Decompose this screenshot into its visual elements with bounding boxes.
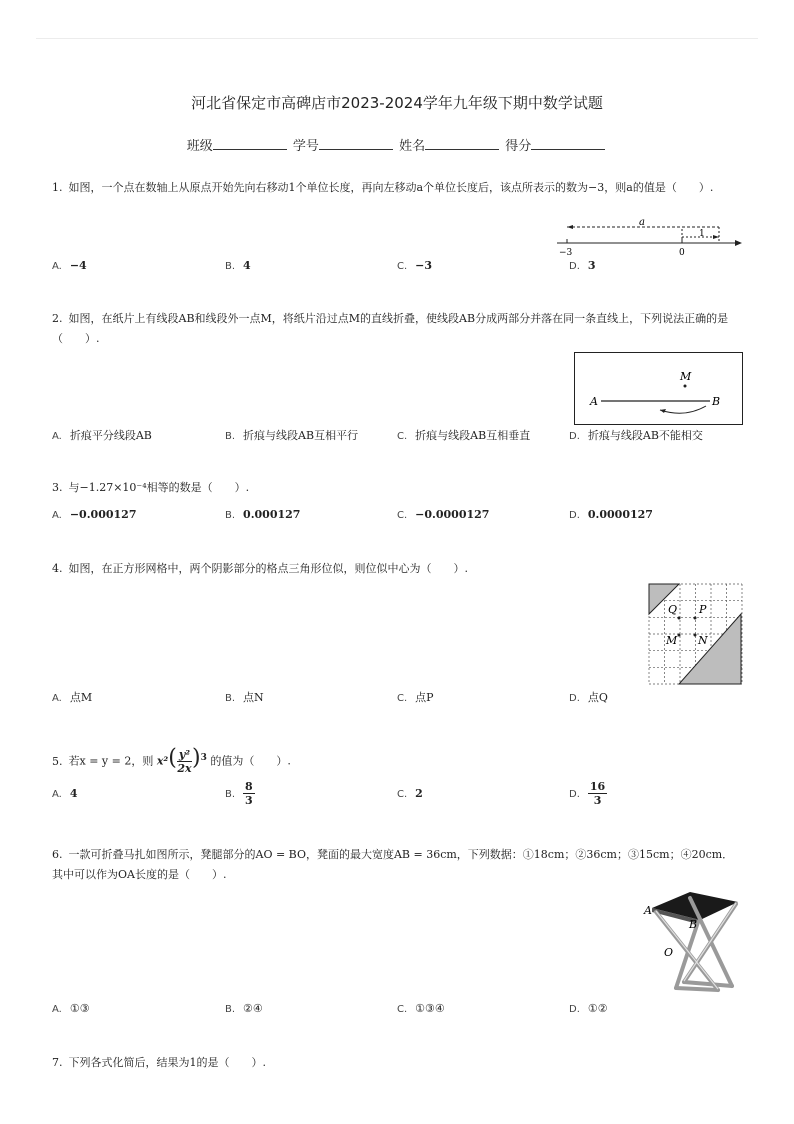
label-o: O	[664, 946, 674, 959]
option-value: 4	[243, 259, 251, 272]
question-6	[52, 845, 742, 885]
option-value: 0.000127	[243, 508, 301, 521]
option-value: 0.0000127	[587, 508, 653, 521]
label-a: A	[590, 395, 598, 408]
option-value: 折痕平分线段AB	[69, 429, 152, 442]
option-2c[interactable]	[397, 427, 530, 443]
point-p	[694, 617, 697, 620]
question-number: 1.	[52, 181, 63, 194]
expression: x²( $\frac{\text{y²}}{2x}$ )$^3$	[156, 745, 207, 776]
option-fraction	[588, 780, 607, 807]
option-letter: C.	[397, 1004, 408, 1015]
option-3b[interactable]	[225, 508, 300, 521]
class-label: 班级	[186, 139, 213, 154]
option-value: 点P	[415, 691, 434, 704]
option-letter: C.	[397, 789, 408, 800]
arrow-a-head	[567, 225, 573, 229]
option-value: 折痕与线段AB互相平行	[243, 429, 359, 442]
top-rule	[36, 38, 758, 39]
option-3a[interactable]	[52, 508, 136, 521]
fraction-denominator: 3	[245, 794, 253, 807]
option-letter: B.	[225, 788, 236, 800]
option-1a[interactable]	[52, 259, 87, 272]
option-value: 折痕与线段AB不能相交	[587, 429, 703, 442]
question-number: 3.	[52, 481, 63, 494]
option-2d[interactable]	[569, 427, 703, 443]
class-blank[interactable]	[213, 137, 287, 150]
paper-outline	[575, 353, 743, 425]
fraction-numerator: 16	[589, 780, 606, 793]
expr-x-squared: x²	[156, 754, 169, 768]
fold-arc	[660, 406, 706, 413]
option-letter: C.	[397, 510, 408, 521]
option-6c[interactable]	[397, 1002, 445, 1015]
score-label: 得分	[505, 139, 532, 154]
option-letter: D.	[569, 431, 580, 442]
option-letter: C.	[397, 431, 408, 442]
option-4c[interactable]	[397, 689, 434, 705]
option-6d[interactable]	[569, 1002, 608, 1015]
option-5b[interactable]	[225, 780, 255, 807]
option-letter: A.	[52, 789, 62, 800]
option-letter: A.	[52, 510, 62, 521]
option-4b[interactable]	[225, 689, 264, 705]
expr-numerator: y²	[178, 748, 191, 762]
option-value: −0.0000127	[415, 508, 490, 521]
question-1	[52, 178, 742, 198]
question-2	[52, 309, 742, 349]
number-line-figure	[555, 217, 745, 259]
question-number: 6.	[52, 848, 63, 861]
option-value: ①③	[69, 1002, 90, 1015]
question-text: 一款可折叠马扎如图所示，凳腿部分的AO = BO，凳面的最大宽度AB = 36cm，下列数据：①18cm；②36cm；③15cm；④20cm．其中可以作为OA长度的是（ ）.	[52, 848, 734, 881]
label-m: M	[666, 634, 678, 647]
question-number: 5.	[52, 754, 63, 768]
option-letter: B.	[225, 1004, 236, 1015]
option-1d[interactable]	[569, 259, 596, 272]
id-label: 学号	[292, 139, 319, 154]
paper-fold-figure	[574, 352, 744, 426]
question-4	[52, 559, 742, 579]
point-m	[684, 385, 687, 388]
question-text: 下列各式化简后，结果为1的是（ ）.	[68, 1056, 266, 1069]
fraction-numerator: 8	[245, 780, 253, 793]
option-letter: D.	[569, 788, 580, 800]
option-letter: D.	[569, 510, 580, 521]
point-n	[694, 634, 697, 637]
option-3d[interactable]	[569, 508, 653, 521]
label-m: M	[680, 370, 692, 383]
point-m	[678, 634, 681, 637]
label-b: B	[712, 395, 721, 408]
option-letter: A.	[52, 693, 62, 704]
option-letter: B.	[225, 261, 236, 272]
option-2a[interactable]	[52, 427, 152, 443]
option-value: 点M	[69, 691, 93, 704]
option-letter: C.	[397, 261, 408, 272]
name-blank[interactable]	[425, 137, 499, 150]
label-a: A	[644, 904, 652, 917]
question-5	[52, 745, 742, 776]
option-value: ②④	[243, 1002, 263, 1015]
label-a: a	[639, 217, 645, 228]
option-value: 折痕与线段AB互相垂直	[415, 429, 531, 442]
option-letter: B.	[225, 693, 236, 704]
question-number: 4.	[52, 562, 63, 575]
option-letter: D.	[569, 693, 580, 704]
question-number: 7.	[52, 1056, 63, 1069]
expr-exponent: 3	[200, 753, 207, 763]
option-value: ①②	[587, 1002, 608, 1015]
name-label: 姓名	[399, 139, 426, 154]
question-text-post: 的值为（ ）.	[210, 754, 291, 768]
option-2b[interactable]	[225, 427, 358, 443]
question-7	[52, 1053, 742, 1073]
option-6a[interactable]	[52, 1002, 90, 1015]
option-value: −3	[415, 259, 433, 272]
expr-denominator: 2x	[177, 762, 192, 776]
option-6b[interactable]	[225, 1002, 263, 1015]
arrow-one-head	[713, 235, 719, 239]
large-shaded-triangle	[679, 614, 741, 684]
option-value: 点Q	[587, 691, 608, 704]
axis-arrow	[735, 240, 742, 246]
option-value: 点N	[243, 691, 264, 704]
question-text: 如图，在纸片上有线段AB和线段外一点M，将纸片沿过点M的直线折叠，使线段AB分成两部分并落在同一条直线上，下列说法正确的是（ ）.	[52, 312, 729, 345]
point-q	[678, 617, 681, 620]
id-blank[interactable]	[319, 137, 393, 150]
option-3c[interactable]	[397, 508, 489, 521]
option-letter: C.	[397, 693, 408, 704]
option-letter: B.	[225, 431, 236, 442]
student-info-line	[0, 135, 794, 154]
question-text: 如图，一个点在数轴上从原点开始先向右移动1个单位长度，再向左移动a个单位长度后，该点所表示的数为−3，则a的值是（ ）.	[68, 181, 714, 194]
label-one: 1	[699, 229, 705, 239]
option-letter: A.	[52, 261, 62, 272]
label-zero: 0	[679, 248, 685, 258]
question-text: 如图，在正方形网格中，两个阴影部分的格点三角形位似，则位似中心为（ ）.	[68, 562, 468, 575]
option-value: 4	[69, 787, 78, 800]
option-1b[interactable]	[225, 259, 251, 272]
question-text: 与−1.27×10⁻⁴相等的数是（ ）.	[68, 481, 250, 494]
option-value: −0.000127	[69, 508, 137, 521]
option-letter: A.	[52, 431, 62, 442]
score-blank[interactable]	[531, 137, 605, 150]
option-4d[interactable]	[569, 689, 608, 705]
question-3	[52, 478, 742, 498]
fraction-denominator: 3	[593, 794, 602, 807]
label-n: N	[698, 634, 708, 647]
option-4a[interactable]	[52, 689, 92, 705]
option-value: 3	[587, 259, 596, 272]
option-fraction	[243, 780, 255, 807]
folding-stool-figure	[640, 890, 746, 1000]
question-number: 2.	[52, 312, 63, 325]
option-letter: A.	[52, 1004, 62, 1015]
option-value: −4	[69, 259, 87, 272]
option-1c[interactable]	[397, 259, 432, 272]
option-letter: D.	[569, 1004, 580, 1015]
option-value: 2	[415, 787, 423, 800]
label-b: B	[689, 918, 698, 931]
grid-figure	[648, 583, 744, 688]
option-letter: D.	[569, 261, 580, 272]
label-minus3: −3	[559, 248, 573, 258]
option-letter: B.	[225, 510, 236, 521]
question-text-pre: 若x = y = 2，则	[68, 754, 154, 768]
page-title: 河北省保定市高碑店市2023-2024学年九年级下期中数学试题	[191, 94, 603, 112]
option-value: ①③④	[415, 1002, 445, 1015]
option-5c[interactable]	[397, 787, 423, 800]
option-5d[interactable]	[569, 780, 607, 807]
label-q: Q	[668, 603, 678, 616]
option-5a[interactable]	[52, 787, 78, 800]
label-p: P	[699, 603, 707, 616]
